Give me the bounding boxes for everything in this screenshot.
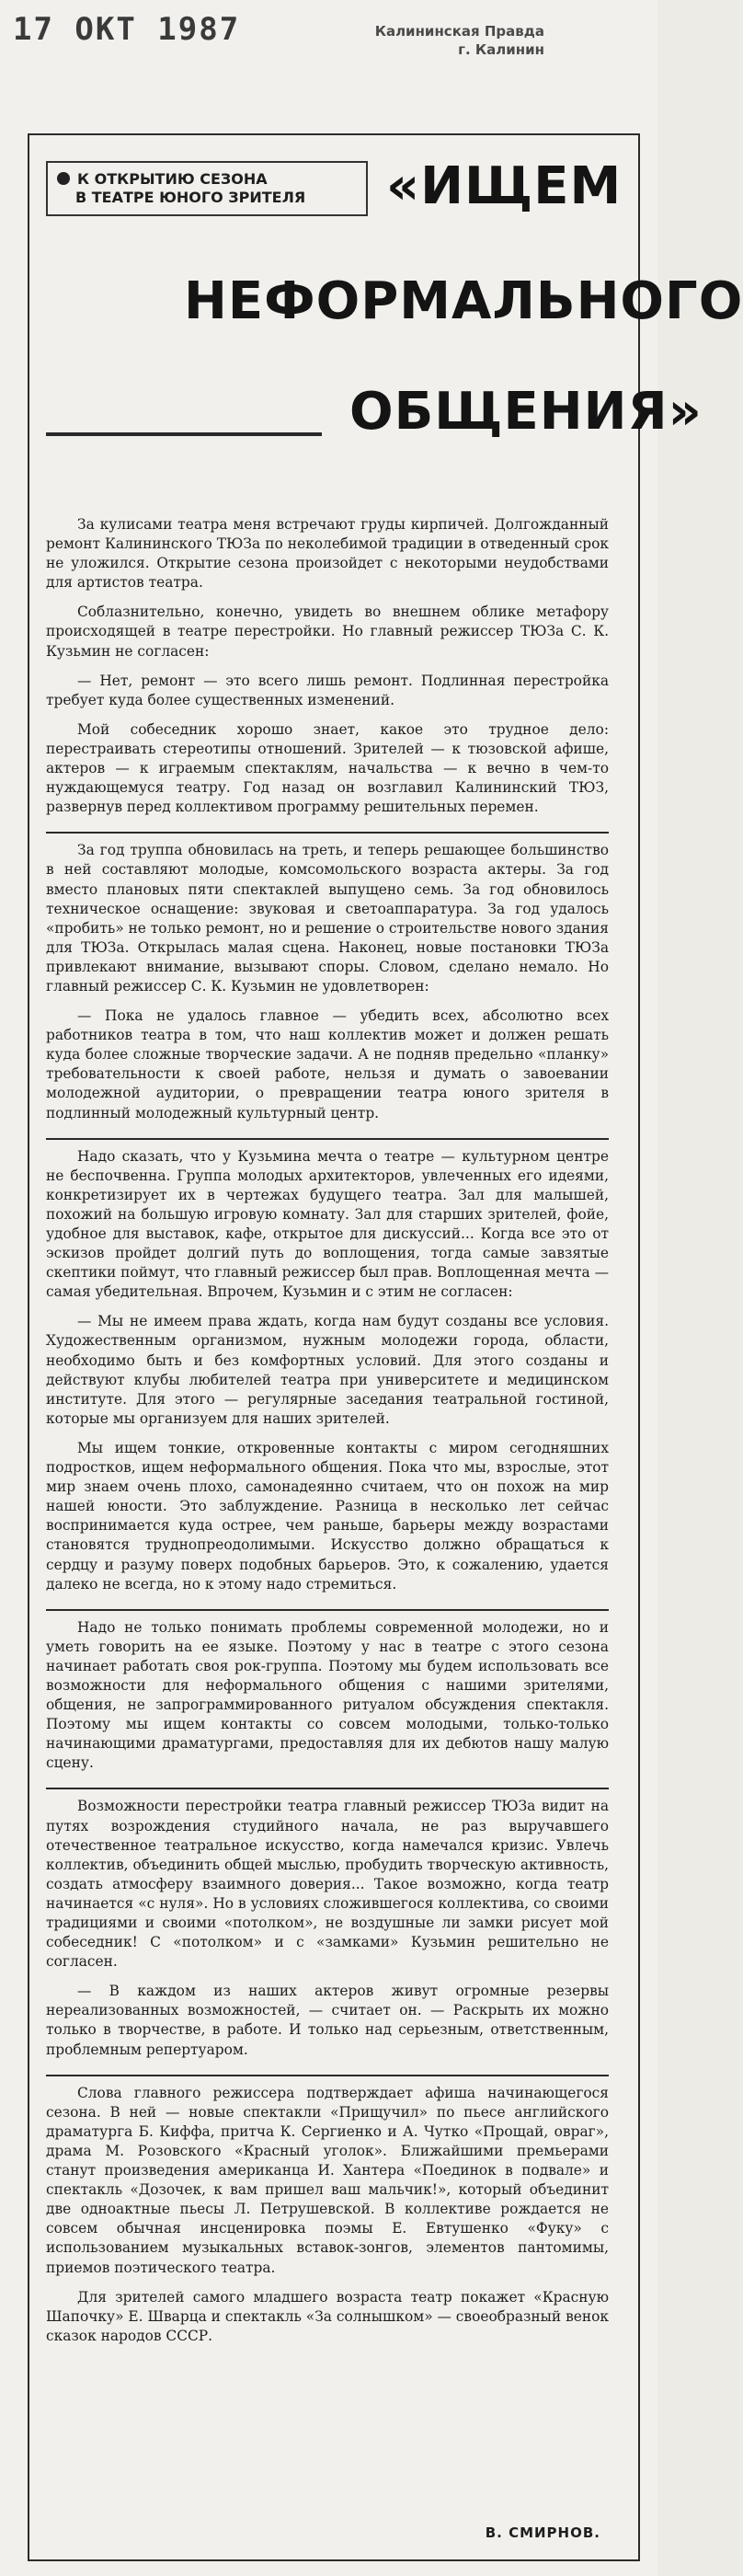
paragraph: Возможности перестройки театра главный режиссер ТЮЗа видит на путях возрождения студийного начала, не раз выручавшего отечественное театральное искусство, когда намечался кризис. Увлечь коллектив, объединить общей мыслью, пробудить творческую активность, создать атмосферу взаимного доверия... Такое возможно, когда театр начинается «с нуля». Но в условиях сложившегося коллектива, со своими традициями и своими «потолком», не воздушные ли замки рисует мой собеседник! С «потолком» и с «замками» Кузьмин решительно не согласен. xyxy=(46,1788,609,1972)
headline-line-3: ОБЩЕНИЯ» xyxy=(349,382,703,442)
paragraph: Мы ищем тонкие, откровенные контакты с миром сегодняшних подростков, ищем неформального общения. Пока что мы, взрослые, этот мир знаем очень плохо, самонадеянно считаем, что он похож на мир нашей юности. Это заблуждение. Разница в несколько лет сейчас воспринимается куда острее, чем раньше, барьеры между возрастами становятся труднопреодолимыми. Искусство должно обращаться к сердцу и разуму поверх подобных барьеров. Это, к сожалению, удается далеко не всегда, но к этому надо стремиться. xyxy=(46,1439,609,1593)
headline-rule xyxy=(46,432,322,436)
paragraph: Мой собеседник хорошо знает, какое это трудное дело: перестраивать стереотипы отношений. Зрителей — к тюзовской афише, актеров — к играемым спектаклям, начальства — к вечно в чем-то нуждающемуся театру. Год назад он возглавил Калининский ТЮЗ, развернув перед коллективом программу решительных перемен. xyxy=(46,720,609,816)
paragraph: — Нет, ремонт — это всего лишь ремонт. Подлинная перестройка требует куда более существенных изменений. xyxy=(46,672,609,708)
rubric-line-2: В ТЕАТРЕ ЮНОГО ЗРИТЕЛЯ xyxy=(75,189,306,206)
author-signature: В. СМИРНОВ. xyxy=(485,2524,600,2541)
paragraph: — В каждом из наших актеров живут огромные резервы нереализованных возможностей, — считает он. — Раскрыть их можно только в творчестве, в работе. И только над серьезным, ответственным, проблемным репертуаром. xyxy=(46,1983,609,2058)
paragraph: Для зрителей самого младшего возраста театр покажет «Красную Шапочку» Е. Шварца и спектакль «За солнышком» — своеобразный венок сказок народов СССР. xyxy=(46,2288,609,2344)
newspaper-name: Калининская Правда xyxy=(374,23,544,40)
newspaper-stamp xyxy=(342,22,544,59)
article-body xyxy=(46,515,609,2356)
rubric-line-1: К ОТКРЫТИЮ СЕЗОНА xyxy=(57,170,357,189)
paragraph: — Пока не удалось главное — убедить всех, абсолютно всех работников театра в том, что наш коллектив может и должен решать куда более сложные творческие задачи. А не подняв предельно «планку» требовательности к своей работе, нельзя и думать о завоевании молодежной аудитории, о превращении театра юного зрителя в подлинный молодежный культурный центр. xyxy=(46,1007,609,1121)
bullet-icon xyxy=(57,172,70,185)
paragraph: За кулисами театра меня встречают груды кирпичей. Долгожданный ремонт Калининского ТЮЗа по неколебимой традиции в отведенный срок не уложился. Открытие сезона произойдет с некоторыми неудобствами для артистов театра. xyxy=(46,516,609,592)
rubric-box xyxy=(46,161,368,216)
date-stamp: 17 ОКТ 1987 xyxy=(13,11,241,48)
headline-line-1: «ИЩЕМ xyxy=(386,156,623,216)
paragraph: Надо не только понимать проблемы современной молодежи, но и уметь говорить на ее языке. Поэтому у нас в театре с этого сезона начинает работать своя рок-группа. Поэтому мы будем использовать все возможности для неформального общения с нашими зрителями, общения, не запрограммированного ритуалом обсуждения спектакля. Поэтому мы ищем контакты со совсем молодыми, только-только начинающими драматургами, предоставляя для их дебютов нашу малую сцену. xyxy=(46,1609,609,1774)
newspaper-city: г. Калинин xyxy=(458,41,544,58)
headline-line-2: НЕФОРМАЛЬНОГО xyxy=(184,271,743,331)
paragraph: За год труппа обновилась на треть, и теперь решающее большинство в ней составляют молодые, комсомольского возраста актеры. За год вместо плановых пяти спектаклей выпущено семь. За год обновилось техническое оснащение: звуковая и светоаппаратура. За год удалось «пробить» не только ремонт, но и решение о строительстве нового здания для ТЮЗа. Открылась малая сцена. Наконец, новые постановки ТЮЗа привлекают внимание, вызывают споры. Словом, сделано немало. Но главный режиссер С. К. Кузьмин не удовлетворен: xyxy=(46,832,609,996)
paragraph: — Мы не имеем права ждать, когда нам будут созданы все условия. Художественным организмом, нужным молодежи города, области, необходимо быть и без комфортных условий. Для этого созданы и действуют клубы любителей театра при университете и медицинском институте. Для этого — регулярные заседания театральной гостиной, которые мы организуем для наших зрителей. xyxy=(46,1313,609,1427)
paragraph: Слова главного режиссера подтверждает афиша начинающегося сезона. В ней — новые спектакли «Прищучил» по пьесе английского драматурга Б. Киффа, притча К. Сергиенко и А. Чутко «Прощай, овраг», драма М. Розовского «Красный уголок». Ближайшими премьерами станут произведения американца И. Хантера «Поединок в подвале» и спектакль «Дозочек, к вам пришел ваш мальчик!», который объединит две одноактные пьесы Л. Петрушевской. В коллективе рождается не совсем обычная инсценировка поэмы Е. Евтушенко «Фуку» с использованием музыкальных вставок-зонгов, элементов пантомимы, приемов поэтического театра. xyxy=(46,2075,609,2278)
paragraph: Надо сказать, что у Кузьмина мечта о театре — культурном центре не беспочвенна. Группа молодых архитекторов, увлеченных его идеями, конкретизирует их в чертежах будущего театра. Зал для малышей, похожий на большую игровую комнату. Зал для старших зрителей, фойе, удобное для выставок, кафе, открытое для дискуссий... Когда все это от эскизов пройдет долгий путь до воплощения, тогда самые завзятые скептики поймут, что главный режиссер был прав. Воплощенная мечта — самая убедительная. Впрочем, Кузьмин и с этим не согласен: xyxy=(46,1138,609,1303)
paragraph: Соблазнительно, конечно, увидеть во внешнем облике метафору происходящей в театре перестройки. Но главный режиссер ТЮЗа С. К. Кузьмин не согласен: xyxy=(46,604,609,660)
